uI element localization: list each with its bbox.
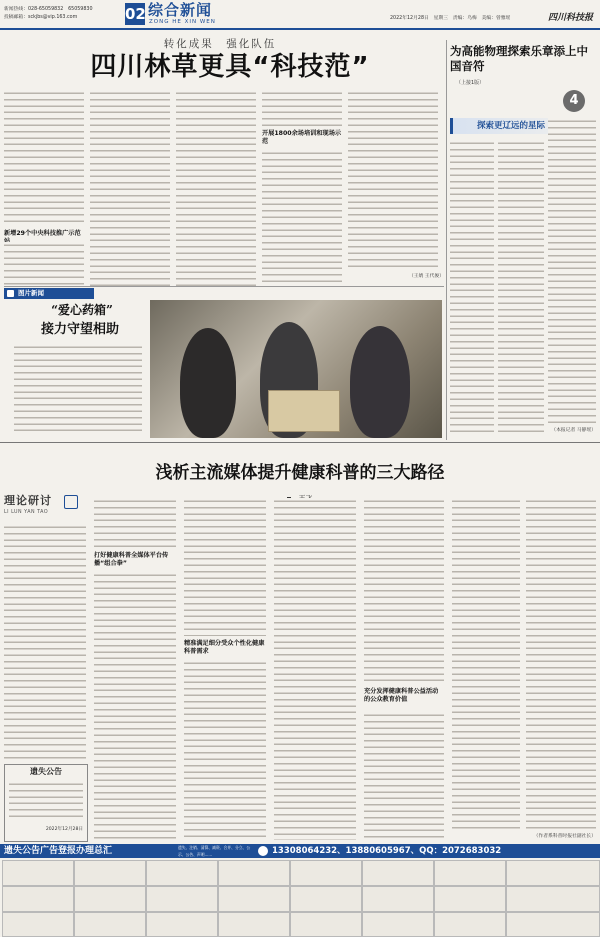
photo-news-label: 图片新闻 <box>18 289 44 297</box>
feature-col-5b <box>364 712 444 840</box>
photo-caption <box>14 344 142 432</box>
hotline: 新闻热线：028-65059832 65059830 <box>4 7 93 12</box>
ad-title: 遗失公告广告登报办理总汇 <box>4 846 113 856</box>
right-subhead: 探索更辽远的星际 <box>477 121 546 131</box>
feature-col-2b <box>94 572 176 840</box>
header <box>0 0 600 30</box>
feature-col-1 <box>4 524 86 760</box>
lead-subhead-1: 开展1800余场培训和现场示范 <box>262 130 342 145</box>
lead-col-1b <box>4 242 84 286</box>
right-byline: （本报记者 马静瑶） <box>551 428 596 433</box>
news-photo <box>150 300 442 438</box>
lost-notice-title: 遗失公告 <box>30 767 62 776</box>
person-right <box>350 326 410 438</box>
column-title: 理论研讨 <box>4 494 52 507</box>
lead-col-3 <box>176 90 256 286</box>
feature-col-4 <box>274 498 356 840</box>
ad-phone: 13308064232、13880605967、QQ：2072683032 <box>272 846 502 856</box>
feature-source: （作者系科普时报社副社长） <box>533 834 596 839</box>
lead-kicker: 转化成果 强化队伍 <box>163 38 277 50</box>
masthead-logo: 四川科技报 <box>548 13 594 23</box>
right-headline: 为高能物理探索乐章添上中国音符 <box>450 44 588 73</box>
column-icon <box>64 495 78 509</box>
lead-col-5 <box>348 90 438 270</box>
feature-col-3a <box>184 498 266 636</box>
lead-col-2 <box>90 90 170 286</box>
medicine-box <box>268 390 340 432</box>
lost-notice-date: 2022年12月28日 <box>45 827 83 832</box>
ad-banner <box>0 844 600 858</box>
right-col-3 <box>548 118 596 424</box>
feature-col-3b <box>184 660 266 840</box>
right-col-1 <box>450 140 494 432</box>
photo-icon <box>7 290 14 297</box>
photo-headline-1: “爱心药箱” <box>51 303 113 317</box>
lead-col-1 <box>4 90 84 226</box>
feature-sub-1: 打好健康科普全媒体平台传播“组合拳” <box>94 552 169 567</box>
page-number: 02 <box>125 5 146 23</box>
feature-sub-2: 精准满足细分受众个性化健康科普需求 <box>184 640 265 655</box>
feature-headline: 浅析主流媒体提升健康科普的三大路径 <box>155 463 445 483</box>
feature-col-2a <box>94 498 176 550</box>
person-left <box>180 328 236 438</box>
column-badge <box>4 494 88 520</box>
column-pinyin: LI LUN YAN TAO <box>4 510 49 515</box>
ad-services: 遗失、注销、清算、减资、合并、分立、公示、公告、声明…… <box>178 845 251 857</box>
dateline: 2022年12月28日 星期三 责编：乌梅 美编：曾雅瑶 <box>390 16 511 21</box>
photo-headline-2: 接力守望相助 <box>40 322 119 337</box>
lead-byline: （王婧 王代俊） <box>408 274 444 279</box>
section-title: 综合新闻 <box>148 1 213 19</box>
lead-col-4b <box>262 150 342 286</box>
photo-news-tag <box>4 288 94 299</box>
feature-col-6 <box>452 498 520 832</box>
lead-headline: 四川林草更具“科技范” <box>90 52 370 82</box>
lost-notice-box <box>4 764 88 842</box>
right-continued: （上接1版） <box>456 80 485 86</box>
lead-col-4a <box>262 90 342 126</box>
phone-icon <box>258 846 268 856</box>
feature-sub-3: 充分发挥健康科普公益活动的公众教育价值 <box>364 688 439 703</box>
right-column-number: 4 <box>563 90 585 112</box>
lost-notice-body <box>9 781 83 821</box>
right-col-2 <box>498 140 544 432</box>
lead-body <box>4 90 444 286</box>
section-pinyin: ZONG HE XIN WEN <box>149 19 216 25</box>
lead-subhead-2: 新增29个中央科技推广示范 <box>4 230 81 237</box>
feature-col-5a <box>364 498 444 684</box>
feature-col-7 <box>526 498 596 832</box>
classified-grid <box>0 859 600 937</box>
email: 投稿邮箱：sckjbs@vip.163.com <box>4 15 78 20</box>
